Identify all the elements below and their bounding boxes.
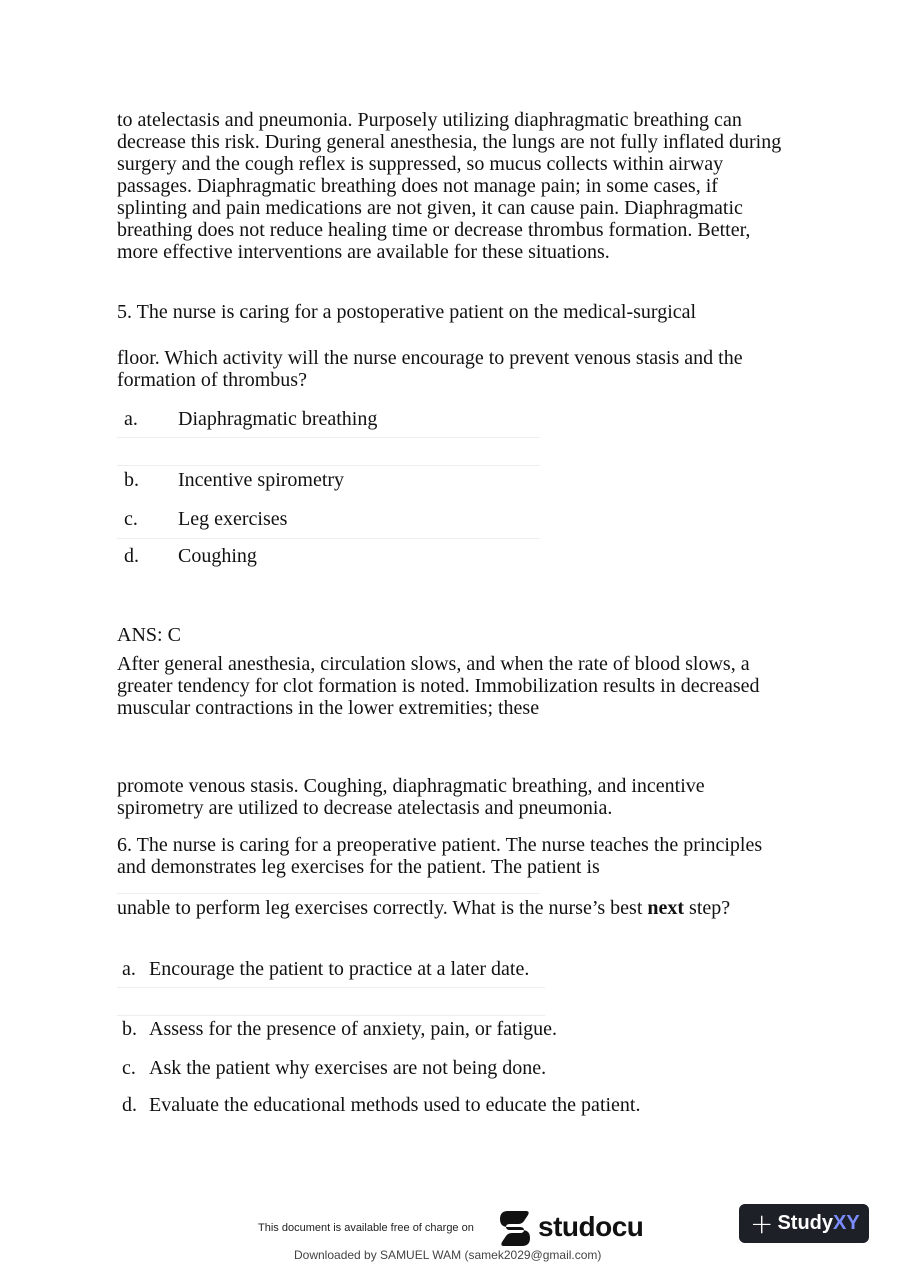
studocu-brand[interactable]: studocu xyxy=(538,1211,644,1242)
q5-rationale-part2: promote venous stasis. Coughing, diaphragmatic breathing, and incentive spirometry are utilized to decrease atelectasis and pneumonia. xyxy=(117,775,705,819)
q6-option-a-letter: a. xyxy=(122,958,136,980)
q5-rationale-part1: After general anesthesia, circulation slows, and when the rate of blood slows, a greater tendency for clot formation is noted. Immobilization results in decreased muscular contractions in the lower extremities; these xyxy=(117,653,760,719)
divider xyxy=(117,1015,545,1016)
divider xyxy=(117,987,545,988)
plus-icon: + xyxy=(750,1206,774,1240)
studyxy-study: Study xyxy=(777,1212,834,1234)
q6-stem-text: unable to perform leg exercises correctly. What is the nurse’s best xyxy=(117,897,648,919)
q6-option-d-text: Evaluate the educational methods used to educate the patient. xyxy=(149,1094,641,1116)
q5-answer: ANS: C xyxy=(117,624,181,646)
q6-option-c-text: Ask the patient why exercises are not being done. xyxy=(149,1057,547,1079)
question-5-stem-line1: 5. The nurse is caring for a postoperative patient on the medical-surgical xyxy=(117,301,697,323)
q5-option-c-letter: c. xyxy=(124,508,138,530)
footer-availability-text: This document is available free of charge on xyxy=(258,1222,474,1234)
q5-option-c-text: Leg exercises xyxy=(178,508,288,530)
studyxy-badge[interactable] xyxy=(739,1204,869,1243)
question-6-stem-part2 xyxy=(117,897,782,919)
studyxy-xy: XY xyxy=(833,1212,860,1234)
studocu-logo-icon xyxy=(496,1209,534,1247)
intro-paragraph: to atelectasis and pneumonia. Purposely utilizing diaphragmatic breathing can decrease this risk. During general anesthesia, the lungs are not fully inflated during surgery and the cough reflex is suppressed, so mucus collects within airway passages. Diaphragmatic breathing does not manage pain; in some cases, if splinting and pain medications are not given, it can cause pain. Diaphragmatic breathing does not reduce healing time or decrease thrombus formation. Better, more effective interventions are available for these situations. xyxy=(117,109,782,263)
divider xyxy=(117,893,540,894)
q5-option-a-letter: a. xyxy=(124,408,138,430)
q5-option-a-text: Diaphragmatic breathing xyxy=(178,408,378,430)
q6-option-a-text: Encourage the patient to practice at a later date. xyxy=(149,958,530,980)
q5-option-b-letter: b. xyxy=(124,469,139,491)
q6-option-c-letter: c. xyxy=(122,1057,136,1079)
q6-option-b-text: Assess for the presence of anxiety, pain, or fatigue. xyxy=(149,1018,558,1040)
footer-downloaded-by: Downloaded by SAMUEL WAM (samek2029@gmail.com) xyxy=(294,1248,602,1262)
divider xyxy=(117,465,540,466)
q6-option-b-letter: b. xyxy=(122,1018,137,1040)
q6-option-d-letter: d. xyxy=(122,1094,137,1116)
studyxy-label xyxy=(777,1212,859,1235)
q5-option-b-text: Incentive spirometry xyxy=(178,469,345,491)
question-5-stem-line2: floor. Which activity will the nurse encourage to prevent venous stasis and the formation of thrombus? xyxy=(117,347,743,391)
q6-stem-text-end: step? xyxy=(684,897,731,919)
q5-option-d-letter: d. xyxy=(124,545,139,567)
q6-stem-bold: next xyxy=(647,897,685,919)
q5-option-d-text: Coughing xyxy=(178,545,257,567)
divider xyxy=(117,538,540,539)
divider xyxy=(117,437,540,438)
question-6-stem-part1: 6. The nurse is caring for a preoperative patient. The nurse teaches the principles and demonstrates leg exercises for the patient. The patient is xyxy=(117,834,763,878)
